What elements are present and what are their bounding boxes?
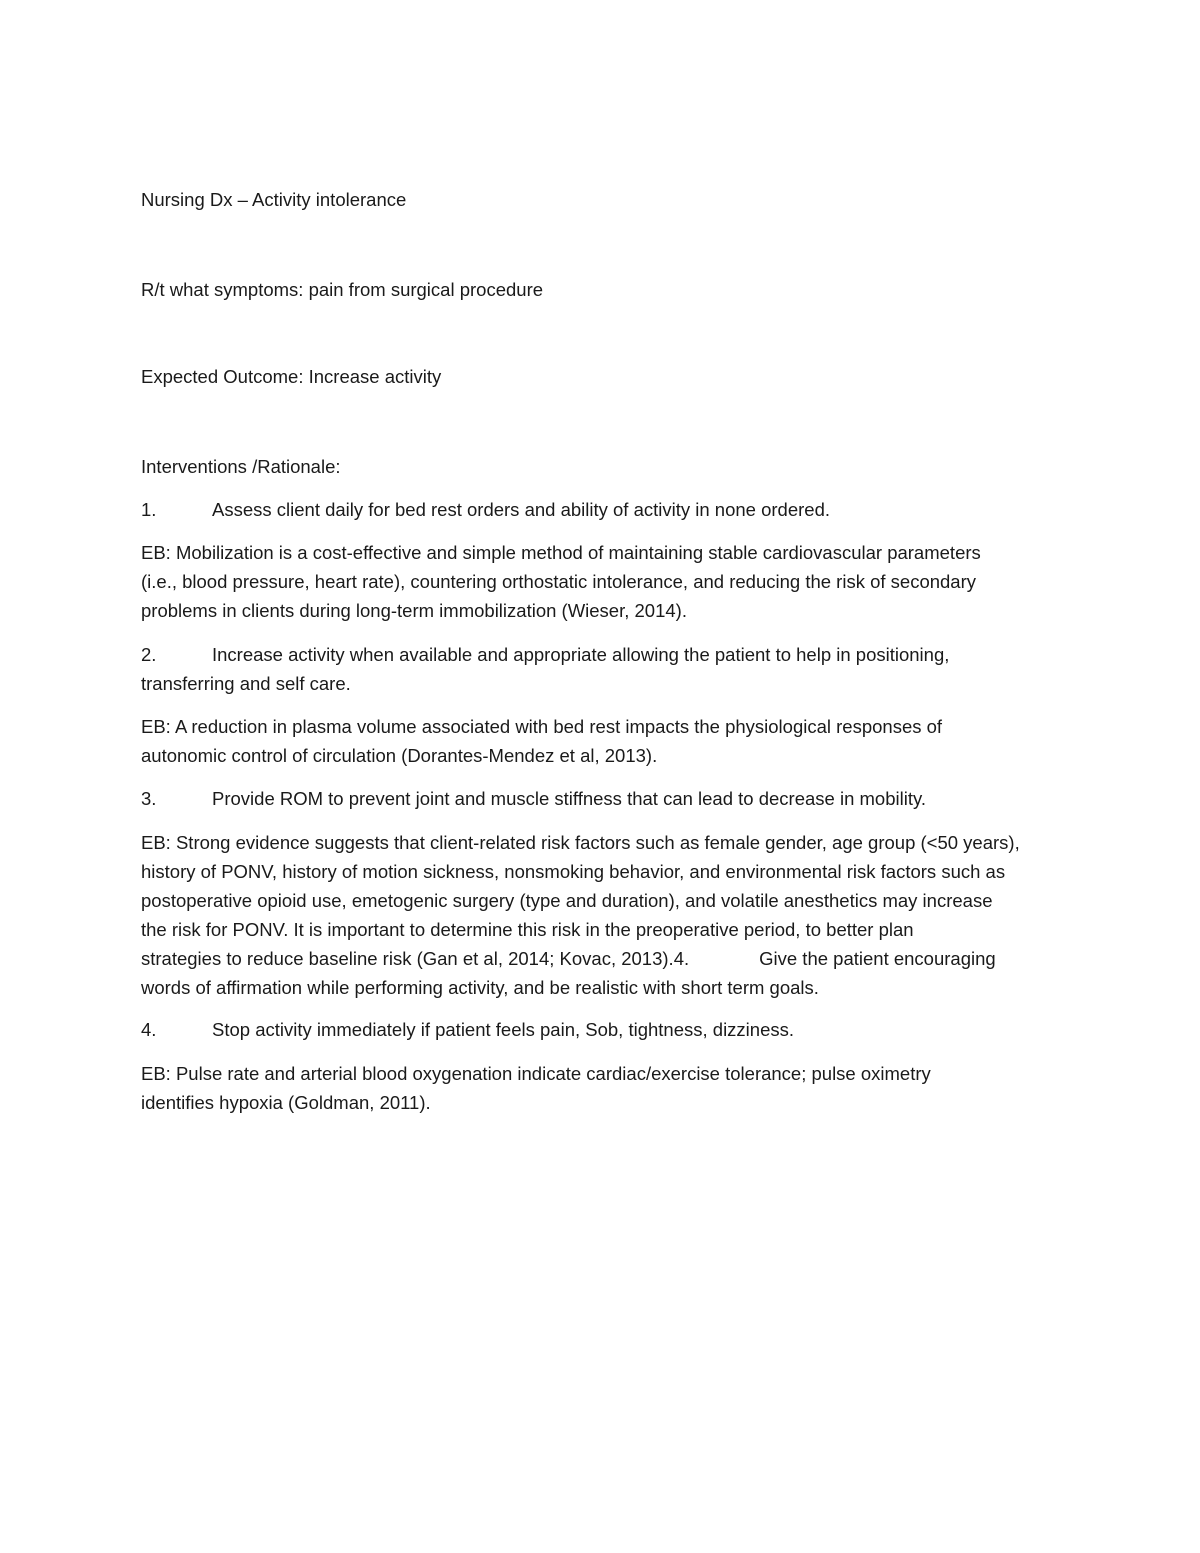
intervention-text: transferring and self care. — [141, 673, 351, 694]
intervention-4 — [141, 1015, 1061, 1044]
evidence-line: history of PONV, history of motion sickness, nonsmoking behavior, and environmental risk factors such as — [141, 861, 1006, 882]
evidence-line: strategies to reduce baseline risk (Gan et al, 2014; Kovac, 2013).4. — [141, 948, 690, 969]
intervention-text: Provide ROM to prevent joint and muscle stiffness that can lead to decrease in mobility. — [212, 788, 926, 809]
evidence-rationale-1 — [141, 538, 1061, 625]
evidence-line: EB: Mobilization is a cost-effective and simple method of maintaining stable cardiovascular parameters — [141, 542, 981, 563]
intervention-2 — [141, 640, 1061, 698]
interventions-heading: Interventions /Rationale: — [141, 456, 341, 477]
intervention-1 — [141, 495, 1061, 524]
evidence-line: words of affirmation while performing activity, and be realistic with short term goals. — [141, 977, 819, 998]
evidence-line: the risk for PONV. It is important to determine this risk in the preoperative period, to better plan — [141, 919, 914, 940]
intervention-number: 1. — [141, 499, 157, 520]
evidence-line: identifies hypoxia (Goldman, 2011). — [141, 1092, 431, 1113]
evidence-rationale-4 — [141, 1059, 1061, 1117]
intervention-number: 4. — [141, 1019, 157, 1040]
intervention-text: Assess client daily for bed rest orders and ability of activity in none ordered. — [212, 499, 831, 520]
evidence-line: (i.e., blood pressure, heart rate), countering orthostatic intolerance, and reducing the risk of secondary — [141, 571, 977, 592]
nursing-diagnosis: Nursing Dx – Activity intolerance — [141, 189, 407, 210]
evidence-line: EB: A reduction in plasma volume associated with bed rest impacts the physiological responses of — [141, 716, 943, 737]
intervention-number: 2. — [141, 644, 157, 665]
intervention-text: Increase activity when available and appropriate allowing the patient to help in positioning, — [212, 644, 950, 665]
evidence-line: postoperative opioid use, emetogenic surgery (type and duration), and volatile anesthetics may increase — [141, 890, 993, 911]
intervention-number: 3. — [141, 788, 157, 809]
evidence-line: problems in clients during long-term immobilization (Wieser, 2014). — [141, 600, 687, 621]
expected-outcome: Expected Outcome: Increase activity — [141, 366, 442, 387]
evidence-line: EB: Pulse rate and arterial blood oxygenation indicate cardiac/exercise tolerance; pulse oximetry — [141, 1063, 931, 1084]
intervention-text: Stop activity immediately if patient feels pain, Sob, tightness, dizziness. — [212, 1019, 795, 1040]
intervention-3 — [141, 784, 1061, 813]
evidence-rationale-3 — [141, 828, 1061, 1002]
related-to-symptoms: R/t what symptoms: pain from surgical procedure — [141, 279, 544, 300]
evidence-line: autonomic control of circulation (Dorantes-Mendez et al, 2013). — [141, 745, 658, 766]
evidence-rationale-2 — [141, 712, 1061, 770]
evidence-line: EB: Strong evidence suggests that client-related risk factors such as female gender, age group (<50 years), — [141, 832, 1020, 853]
evidence-line: Give the patient encouraging — [759, 948, 996, 969]
